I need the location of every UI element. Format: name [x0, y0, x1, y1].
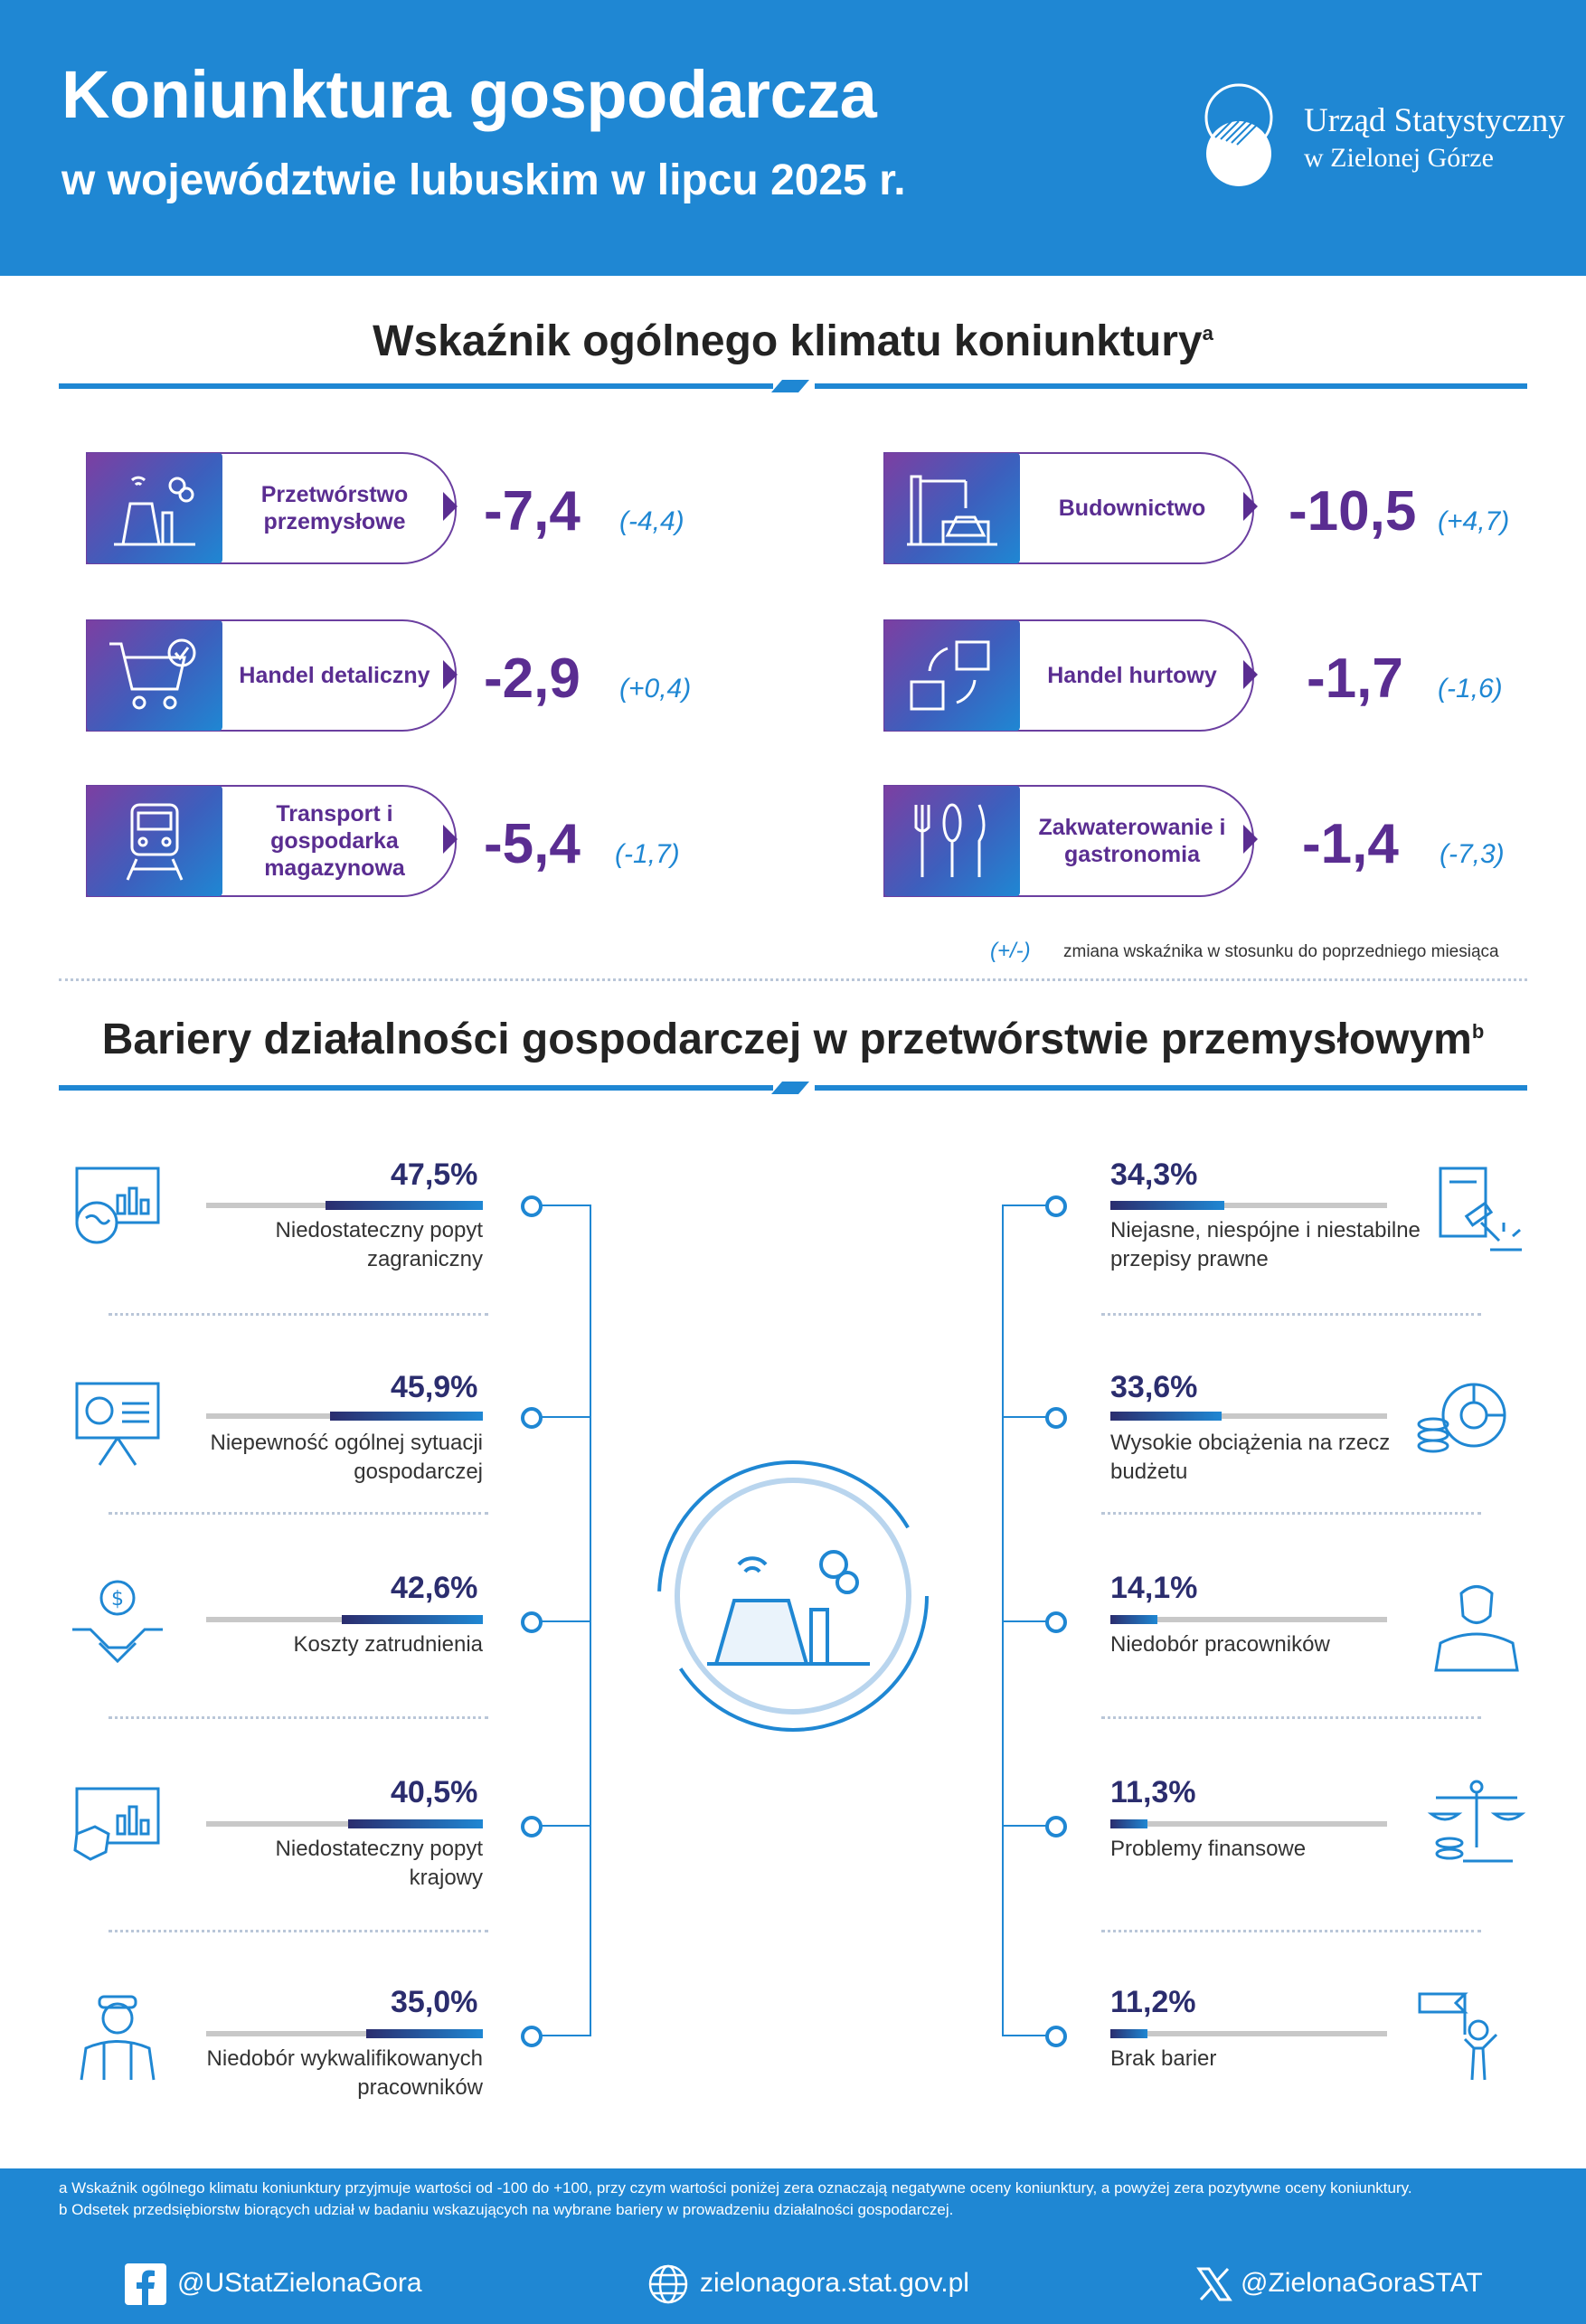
legend-symbol: (+/-)	[990, 939, 1031, 963]
indicator-value: -10,5	[1289, 480, 1417, 543]
facebook-icon[interactable]	[125, 2263, 166, 2305]
barrier-bar-fill	[326, 1201, 483, 1210]
x-icon[interactable]	[1195, 2265, 1233, 2303]
barrier-percentage: 42,6%	[391, 1571, 478, 1605]
barrier-percentage: 47,5%	[391, 1157, 478, 1192]
indicator-label: Handel detaliczny	[239, 663, 430, 688]
barrier-percentage: 35,0%	[391, 1985, 478, 2019]
barrier-bar-fill	[1110, 2029, 1147, 2038]
indicator-value: -7,4	[484, 480, 581, 543]
barrier-bar-fill	[348, 1819, 483, 1828]
worker-icon	[68, 1989, 167, 2089]
barrier-bar	[206, 1203, 483, 1208]
dotted-separator	[1101, 1716, 1481, 1719]
indicator-change: (-1,7)	[615, 839, 680, 869]
barrier-label: Niedobór pracowników	[1110, 1632, 1330, 1657]
connector-node	[521, 1195, 543, 1217]
barrier-bar	[1110, 1203, 1387, 1208]
barrier-bar-fill	[1110, 1615, 1157, 1624]
crane-icon	[902, 468, 1002, 549]
scales-coins-icon	[1427, 1771, 1526, 1870]
indicator-value: -5,4	[484, 813, 581, 875]
website-link[interactable]: zielonagora.stat.gov.pl	[700, 2268, 969, 2298]
dotted-separator	[109, 1313, 488, 1316]
presentation-board-icon	[68, 1375, 167, 1474]
arrow-icon	[443, 825, 458, 854]
connector-line	[539, 1620, 590, 1622]
indicator-value: -1,7	[1307, 647, 1403, 710]
person-icon	[1427, 1575, 1526, 1675]
barrier-bar-fill	[1110, 1201, 1224, 1210]
connector-node	[521, 1611, 543, 1633]
indicator-card-manufacturing	[86, 452, 457, 564]
section-title-climate: Wskaźnik ogólnego klimatu koniunktury$^a$	[373, 317, 1213, 365]
section-divider	[59, 1082, 1527, 1094]
indicator-card-hospitality	[883, 785, 1254, 897]
factory-icon	[105, 468, 204, 549]
globe-chart-icon	[68, 1159, 167, 1259]
connector-node	[1045, 1816, 1067, 1837]
barrier-bar	[1110, 1821, 1387, 1827]
facebook-link[interactable]: @UStatZielonaGora	[177, 2268, 422, 2298]
indicator-label: Przetwórstwo przemysłowe	[260, 482, 409, 534]
indicator-card-retail	[86, 619, 457, 732]
barrier-bar-fill	[342, 1615, 483, 1624]
barrier-bar	[206, 1617, 483, 1622]
dotted-separator	[1101, 1512, 1481, 1515]
barrier-label: Niejasne, niespójne i niestabilne przepisy prawne	[1110, 1218, 1421, 1272]
barrier-label: Problemy finansowe	[1110, 1837, 1307, 1861]
barrier-label: Wysokie obciążenia na rzecz budżetu	[1110, 1431, 1391, 1485]
dotted-separator	[1101, 1930, 1481, 1932]
flag-person-icon	[1411, 1985, 1510, 2084]
indicator-card-construction	[883, 452, 1254, 564]
barrier-percentage: 33,6%	[1110, 1370, 1198, 1404]
dotted-separator	[59, 978, 1527, 981]
handshake-dollar-icon	[68, 1575, 167, 1675]
shopping-cart-icon	[105, 635, 204, 716]
dotted-separator	[109, 1930, 488, 1932]
map-chart-icon	[68, 1780, 167, 1879]
connector-node	[521, 1407, 543, 1429]
barrier-percentage: 40,5%	[391, 1775, 478, 1809]
barrier-bar	[206, 2031, 483, 2036]
arrow-icon	[1243, 825, 1258, 854]
arrow-icon	[1243, 492, 1258, 521]
logo-text-line2: w Zielonej Górze	[1304, 143, 1494, 173]
barrier-bar	[206, 1413, 483, 1419]
barrier-label: Niedostateczny popyt krajowy	[275, 1837, 483, 1891]
barrier-bar-fill	[1110, 1412, 1222, 1421]
section-divider	[59, 380, 1527, 392]
train-icon	[105, 800, 204, 882]
footnote-b: b Odsetek przedsiębiorstw biorących udział w badaniu wskazujących na wybrane bariery w prowadzeniu działalności gospodarczej.	[59, 2201, 954, 2218]
boxes-exchange-icon	[902, 635, 1002, 716]
indicator-change: (-4,4)	[619, 506, 684, 536]
connector-node	[1045, 1195, 1067, 1217]
logo-icon	[1185, 81, 1293, 190]
connector-node	[521, 1816, 543, 1837]
indicator-value: -1,4	[1302, 813, 1399, 875]
indicator-change: (+4,7)	[1438, 506, 1510, 536]
gavel-document-icon	[1427, 1159, 1526, 1259]
barrier-bar	[1110, 1617, 1387, 1622]
connector-node	[1045, 2026, 1067, 2047]
footnote-a: a Wskaźnik ogólnego klimatu koniunktury przyjmuje wartości od -100 do +100, przy czym wartości poniżej zera oznaczają negatywne oceny koniunktury, a powyżej zera pozytywne oceny koniunktury.	[59, 2179, 1412, 2196]
dotted-separator	[109, 1512, 488, 1515]
globe-icon[interactable]	[647, 2263, 689, 2305]
barrier-percentage: 45,9%	[391, 1370, 478, 1404]
barrier-bar-fill	[1110, 1819, 1147, 1828]
barrier-label: Niepewność ogólnej sytuacji gospodarczej	[210, 1431, 483, 1485]
central-factory-icon	[653, 1456, 933, 1736]
barrier-bar	[1110, 2031, 1387, 2036]
barrier-label: Brak barier	[1110, 2046, 1217, 2071]
barrier-bar-fill	[366, 2029, 483, 2038]
indicator-value: -2,9	[484, 647, 581, 710]
barrier-bar	[206, 1821, 483, 1827]
arrow-icon	[443, 492, 458, 521]
indicator-card-wholesale	[883, 619, 1254, 732]
connector-line	[539, 1825, 590, 1827]
connector-line	[539, 1205, 590, 1206]
indicator-label: Handel hurtowy	[1047, 663, 1217, 688]
x-link[interactable]: @ZielonaGoraSTAT	[1241, 2268, 1483, 2298]
indicator-change: (-1,6)	[1438, 674, 1503, 704]
page-title: Koniunktura gospodarcza	[61, 57, 877, 132]
barrier-percentage: 11,3%	[1110, 1775, 1196, 1809]
coins-piechart-icon	[1411, 1370, 1510, 1469]
barrier-bar-fill	[330, 1412, 483, 1421]
barrier-label: Koszty zatrudnienia	[293, 1632, 483, 1657]
indicator-label: Budownictwo	[1058, 496, 1206, 521]
barrier-label: Niedobór wykwalifikowanych pracowników	[206, 2046, 483, 2101]
page-subtitle: w województwie lubuskim w lipcu 2025 r.	[61, 156, 906, 204]
indicator-label: Zakwaterowanie i gastronomia	[1038, 815, 1226, 867]
connector-line	[539, 2035, 590, 2036]
barrier-percentage: 14,1%	[1110, 1571, 1198, 1605]
arrow-icon	[443, 660, 458, 689]
connector-node	[1045, 1611, 1067, 1633]
connector-node	[521, 2026, 543, 2047]
svg-text:$: $	[111, 1588, 124, 1611]
connector-node	[1045, 1407, 1067, 1429]
dotted-separator	[109, 1716, 488, 1719]
arrow-icon	[1243, 660, 1258, 689]
barrier-percentage: 11,2%	[1110, 1985, 1196, 2019]
barrier-bar	[1110, 1413, 1387, 1419]
logo-text-line1: Urząd Statystyczny	[1304, 102, 1565, 139]
dotted-separator	[1101, 1313, 1481, 1316]
indicator-change: (+0,4)	[619, 674, 692, 704]
connector-line	[539, 1416, 590, 1418]
indicator-card-transport	[86, 785, 457, 897]
cutlery-icon	[902, 800, 1002, 882]
barrier-label: Niedostateczny popyt zagraniczny	[275, 1218, 483, 1272]
indicator-label: Transport i gospodarka magazynowa	[264, 801, 405, 881]
legend-text: zmiana wskaźnika w stosunku do poprzedniego miesiąca	[1063, 942, 1499, 961]
barrier-percentage: 34,3%	[1110, 1157, 1198, 1192]
section-title-barriers: Bariery działalności gospodarczej w przetwórstwie przemysłowym$^b$	[101, 1016, 1485, 1063]
indicator-change: (-7,3)	[1440, 839, 1505, 869]
connector-line	[590, 1205, 591, 2036]
